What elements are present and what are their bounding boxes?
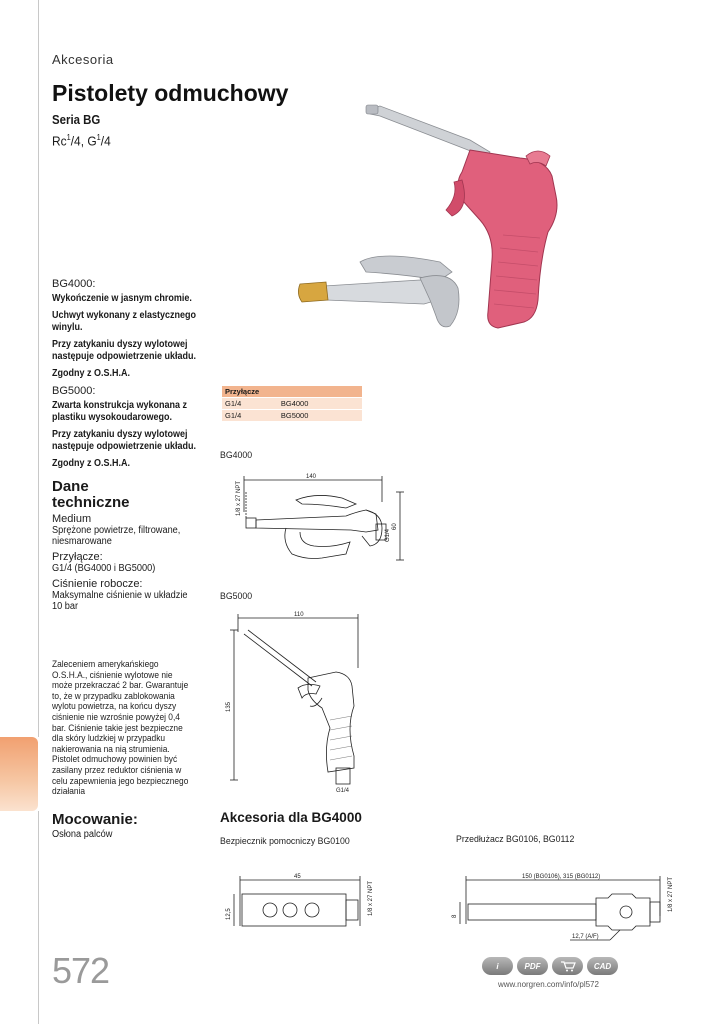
feature-column bbox=[52, 278, 200, 616]
bg5000-feature: Przy zatykaniu dyszy wylotowej następuje odpowietrzenie układu. bbox=[52, 429, 197, 452]
footer-icon-bar bbox=[482, 957, 618, 975]
table-row bbox=[222, 410, 362, 422]
medium-label: Medium bbox=[52, 513, 92, 525]
cart-glyph bbox=[560, 960, 576, 972]
table-cell-model: BG5000 bbox=[278, 410, 362, 422]
thread-rc: Rc bbox=[52, 133, 67, 149]
bg5000-drawing bbox=[224, 608, 384, 798]
bg5000-drawing-caption: BG5000 bbox=[220, 591, 253, 602]
bg4000-npt-label: 1/8 x 27 NPT bbox=[236, 480, 242, 516]
footer-url[interactable]: www.norgren.com/info/pl572 bbox=[498, 980, 599, 989]
connection-label: Przyłącze: bbox=[52, 551, 103, 563]
tech-heading-1: Dane bbox=[52, 478, 89, 495]
bg4000-feature: Przy zatykaniu dyszy wylotowej następuje odpowietrzenie układu. bbox=[52, 339, 197, 362]
side-tab[interactable] bbox=[0, 737, 38, 811]
extension-af-label: 12,7 (A/F) bbox=[572, 934, 599, 940]
bg5000-feature: Zwarta konstrukcja wykonana z plastiku wysokoudarowego. bbox=[52, 400, 188, 423]
bg4000-label: BG4000: bbox=[52, 278, 96, 290]
connection-value: G1/4 (BG4000 i BG5000) bbox=[52, 563, 156, 574]
table-cell-thread: G1/4 bbox=[222, 398, 278, 410]
guard-npt-label: 1/8 x 27 NPT bbox=[368, 880, 374, 916]
pdf-icon[interactable]: PDF bbox=[517, 957, 548, 975]
extension-length-label: 150 (BG0106), 315 (BG0112) bbox=[522, 874, 601, 880]
section-label: Akcesoria bbox=[52, 52, 114, 67]
thread-rc-num: 1 bbox=[66, 133, 71, 142]
bg4000-feature: Zgodny z O.S.H.A. bbox=[52, 368, 131, 379]
margin-line-bottom bbox=[38, 811, 39, 1024]
thread-sizes bbox=[52, 133, 111, 148]
table-row bbox=[222, 398, 362, 410]
tech-heading-2: techniczne bbox=[52, 494, 130, 511]
bg5000-feature: Zgodny z O.S.H.A. bbox=[52, 458, 131, 469]
osha-note: Zaleceniem amerykańskiego O.S.H.A., ciśnienie wylotowe nie może przekraczać 2 bar. Gwarantuje to, że w przypadku zablokowania wylotu powietrza, na końcu dyszy ciśnienie nie wzrośnie powyżej 0,4 bar. Ciśnienie takie jest bezpieczne dla skóry ludzkiej w przypadku nakierowania na nią strumienia. Pistolet odmuchowy powinien być zasilany przez reduktor ciśnienia w celu zapewnienia jego bezpiecznego działania bbox=[52, 659, 189, 797]
cad-icon[interactable]: CAD bbox=[587, 957, 618, 975]
thread-g-den: /4 bbox=[100, 133, 111, 149]
guard-caption: Bezpiecznik pomocniczy BG0100 bbox=[220, 836, 350, 847]
cart-icon[interactable] bbox=[552, 957, 583, 975]
guard-length-label: 45 bbox=[294, 874, 301, 880]
extension-npt-label: 1/8 x 27 NPT bbox=[668, 876, 674, 912]
series-subtitle: Seria BG bbox=[52, 112, 101, 127]
thread-rc-den: /4, G bbox=[70, 133, 97, 149]
medium-value: Sprężone powietrze, filtrowane, niesmarowane bbox=[52, 525, 181, 547]
table-header: Przyłącze bbox=[222, 386, 362, 398]
page-number: 572 bbox=[52, 950, 110, 991]
bg4000-feature: Uchwyt wykonany z elastycznego winylu. bbox=[52, 310, 197, 333]
bg4000-drawing-caption: BG4000 bbox=[220, 450, 253, 461]
bg5000-height-label: 135 bbox=[226, 701, 232, 712]
mounting-value: Osłona palców bbox=[52, 829, 113, 840]
extension-drawing bbox=[450, 854, 680, 944]
accessories-heading: Akcesoria dla BG4000 bbox=[220, 810, 362, 825]
extension-caption: Przedłużacz BG0106, BG0112 bbox=[456, 834, 575, 845]
guard-dia-label: 12,5 bbox=[226, 908, 232, 920]
guard-drawing bbox=[224, 864, 374, 944]
bg5000-thread-label: G1/4 bbox=[336, 788, 350, 794]
thread-g-num: 1 bbox=[96, 133, 101, 142]
margin-line-top bbox=[38, 0, 39, 737]
table-cell-thread: G1/4 bbox=[222, 410, 278, 422]
bg4000-height-label: 60 bbox=[392, 523, 398, 530]
bg5000-label: BG5000: bbox=[52, 385, 96, 397]
mounting-heading: Mocowanie: bbox=[52, 811, 138, 828]
page-title: Pistolety odmuchowy bbox=[52, 80, 289, 106]
bg4000-length-label: 140 bbox=[306, 474, 317, 480]
extension-dia-label: 8 bbox=[452, 914, 458, 918]
bg4000-drawing bbox=[226, 470, 426, 580]
bg4000-thread-label: G1/4 bbox=[385, 528, 391, 542]
pressure-value: Maksymalne ciśnienie w układzie 10 bar bbox=[52, 590, 188, 612]
info-icon[interactable]: i bbox=[482, 957, 513, 975]
bg4000-feature: Wykończenie w jasnym chromie. bbox=[52, 293, 192, 304]
table-cell-model: BG4000 bbox=[278, 398, 362, 410]
bg5000-length-label: 110 bbox=[294, 612, 304, 618]
pressure-label: Ciśnienie robocze: bbox=[52, 578, 143, 590]
connections-table bbox=[222, 386, 362, 421]
